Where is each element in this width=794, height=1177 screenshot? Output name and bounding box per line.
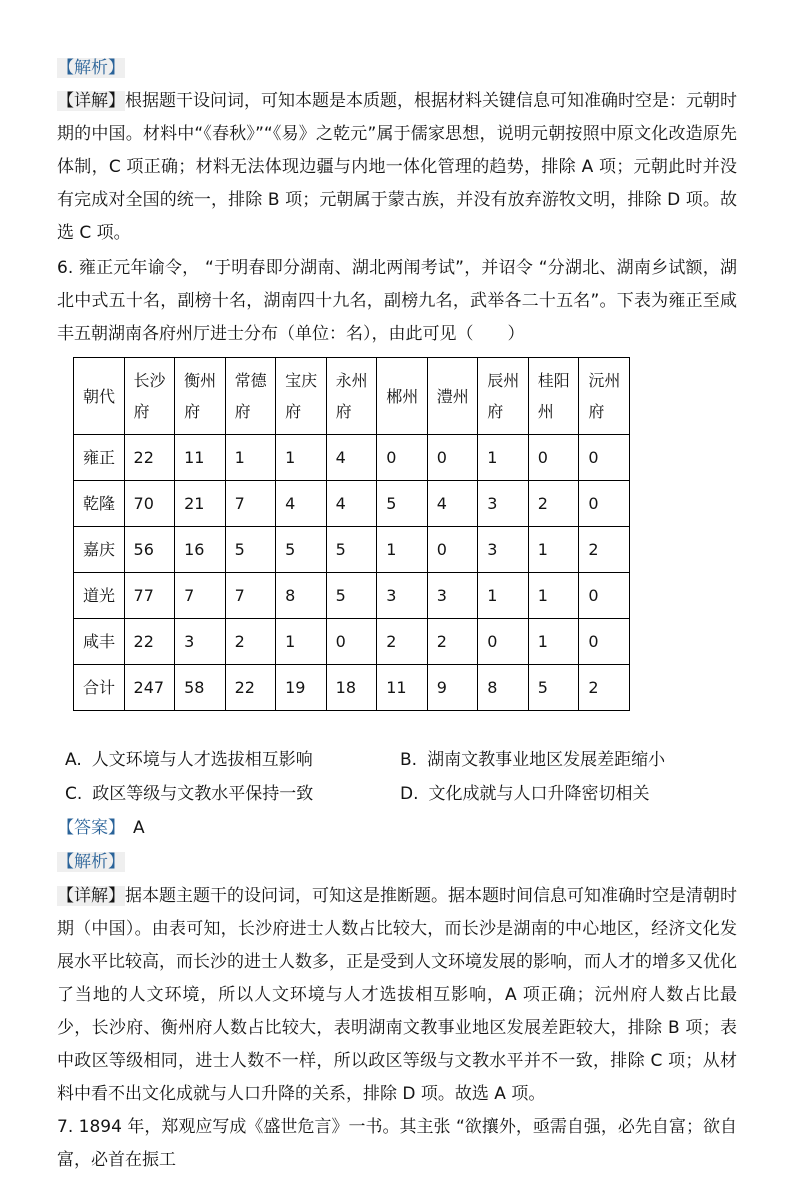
- table-cell: 7: [225, 481, 276, 527]
- table-cell: 2: [579, 527, 630, 573]
- table-header-cell: 衡州府: [175, 358, 226, 435]
- table-cell: 2: [579, 665, 630, 711]
- table-row: [74, 665, 630, 711]
- option-d: [400, 777, 650, 811]
- table-cell: 11: [377, 665, 428, 711]
- table-cell: 56: [124, 527, 175, 573]
- table-cell: 1: [276, 619, 327, 665]
- table-header-cell: 朝代: [74, 358, 125, 435]
- table-cell: 1: [528, 573, 579, 619]
- table-header-cell: 长沙府: [124, 358, 175, 435]
- table-row-header-cell: 雍正: [74, 435, 125, 481]
- detail-text: 据本题主题干的设问词，可知这是推断题。据本题时间信息可知准确时空是清朝时期（中国）。由表可知，长沙府进士人数占比较大，而长沙是湖南的中心地区，经济文化发展水平比较高，而长沙的进士人数多，正是受到人文环境发展的影响，而人才的增多又优化了当地的人文环境，所以人文环境与人才选拔相互影响，A 项正确；沅州府人数占比最少，长沙府、衡州府人数占比较大，表明湖南文教事业地区发展差距较大，排除 B 项；表中政区等级相同，进士人数不一样，所以政区等级与文教水平并不一致，排除 C 项；从材料中看不出文化成就与人口升降的关系，排除 D 项。故选 A 项。: [57, 886, 737, 1104]
- detail-label: 【详解】: [57, 886, 125, 906]
- table-row-header-cell: 嘉庆: [74, 527, 125, 573]
- option-c-letter: C.: [65, 784, 83, 804]
- table-cell: 8: [478, 665, 529, 711]
- table-cell: 22: [124, 435, 175, 481]
- table-row-header-cell: 咸丰: [74, 619, 125, 665]
- analysis-label: 【解析】: [57, 852, 125, 872]
- table-cell: 4: [276, 481, 327, 527]
- table-cell: 9: [427, 665, 478, 711]
- table-cell: 4: [326, 435, 377, 481]
- table-cell: 22: [124, 619, 175, 665]
- q5-detail-paragraph: [57, 85, 737, 250]
- table-cell: 1: [528, 619, 579, 665]
- table-header-cell: 澧州: [427, 358, 478, 435]
- q6-answer-line: [57, 811, 737, 845]
- answer-label: 【答案】: [57, 818, 125, 838]
- table-cell: 19: [276, 665, 327, 711]
- table-cell: 1: [478, 573, 529, 619]
- table-cell: 0: [579, 573, 630, 619]
- table-cell: 77: [124, 573, 175, 619]
- table-cell: 0: [579, 481, 630, 527]
- option-b-letter: B.: [400, 750, 418, 770]
- table-cell: 5: [326, 527, 377, 573]
- table-header-cell: 辰州府: [478, 358, 529, 435]
- table-row: [74, 527, 630, 573]
- table-cell: 1: [225, 435, 276, 481]
- table-header-cell: 沅州府: [579, 358, 630, 435]
- option-a: [65, 743, 400, 777]
- table-cell: 1: [478, 435, 529, 481]
- table-cell: 1: [528, 527, 579, 573]
- table-cell: 3: [377, 573, 428, 619]
- table-row-header-cell: 合计: [74, 665, 125, 711]
- table-cell: 3: [478, 481, 529, 527]
- table-cell: 11: [175, 435, 226, 481]
- table-cell: 16: [175, 527, 226, 573]
- table-cell: 5: [276, 527, 327, 573]
- table-cell: 2: [427, 619, 478, 665]
- question7-stem: 7. 1894 年，郑观应写成《盛世危言》一书。其主张 “欲攘外，亟需自强，必先自富；欲自富，必首在振工: [57, 1117, 737, 1170]
- table-cell: 8: [276, 573, 327, 619]
- table-cell: 2: [528, 481, 579, 527]
- jinshi-distribution-table: [73, 357, 630, 711]
- option-a-text: 人文环境与人才选拔相互影响: [91, 750, 313, 770]
- option-d-text: 文化成就与人口升降密切相关: [428, 784, 650, 804]
- option-a-letter: A.: [65, 750, 82, 770]
- q5-analysis-label-line: [57, 52, 737, 85]
- q6-detail-paragraph: [57, 880, 737, 1111]
- table-cell: 4: [427, 481, 478, 527]
- table-row: [74, 573, 630, 619]
- table-cell: 7: [175, 573, 226, 619]
- table-cell: 3: [175, 619, 226, 665]
- analysis-label: 【解析】: [57, 58, 125, 78]
- option-d-letter: D.: [400, 784, 419, 804]
- table-cell: 0: [377, 435, 428, 481]
- table-cell: 1: [276, 435, 327, 481]
- table-cell: 1: [377, 527, 428, 573]
- table-header-cell: 常德府: [225, 358, 276, 435]
- table-cell: 5: [326, 573, 377, 619]
- table-cell: 0: [427, 435, 478, 481]
- table-cell: 5: [528, 665, 579, 711]
- table-header-cell: 永州府: [326, 358, 377, 435]
- table-cell: 0: [579, 435, 630, 481]
- table-cell: 247: [124, 665, 175, 711]
- table-header-cell: 郴州: [377, 358, 428, 435]
- table-cell: 0: [427, 527, 478, 573]
- table-cell: 2: [225, 619, 276, 665]
- option-b: [400, 743, 665, 777]
- table-cell: 58: [175, 665, 226, 711]
- detail-text: 根据题干设问词，可知本题是本质题，根据材料关键信息可知准确时空是：元朝时期的中国。材料中“《春秋》”“《易》之乾元”属于儒家思想，说明元朝按照中原文化改造原先体制，C 项正确；材料无法体现边疆与内地一体化管理的趋势，排除 A 项；元朝此时并没有完成对全国的统一，排除 B 项；元朝属于蒙古族，并没有放弃游牧文明，排除 D 项。故选 C 项。: [57, 91, 737, 243]
- options-row-cd: [65, 777, 737, 811]
- table-cell: 70: [124, 481, 175, 527]
- option-c: [65, 777, 400, 811]
- table-cell: 7: [225, 573, 276, 619]
- table-cell: 3: [427, 573, 478, 619]
- table-cell: 5: [377, 481, 428, 527]
- table-row: [74, 619, 630, 665]
- option-b-text: 湖南文教事业地区发展差距缩小: [427, 750, 666, 770]
- table-cell: 2: [377, 619, 428, 665]
- table-cell: 22: [225, 665, 276, 711]
- table-cell: 0: [579, 619, 630, 665]
- table-header-cell: 桂阳州: [528, 358, 579, 435]
- table-cell: 21: [175, 481, 226, 527]
- table-cell: 4: [326, 481, 377, 527]
- question6-options: [57, 743, 737, 811]
- table-cell: 0: [326, 619, 377, 665]
- table-cell: 0: [528, 435, 579, 481]
- table-cell: 18: [326, 665, 377, 711]
- answer-value: A: [133, 818, 145, 838]
- table-row: [74, 481, 630, 527]
- table-cell: 0: [478, 619, 529, 665]
- table-row: [74, 435, 630, 481]
- table-header-cell: 宝庆府: [276, 358, 327, 435]
- table-row-header-cell: 乾隆: [74, 481, 125, 527]
- table-cell: 3: [478, 527, 529, 573]
- detail-label: 【详解】: [57, 91, 125, 111]
- table-row-header-cell: 道光: [74, 573, 125, 619]
- options-row-ab: [65, 743, 737, 777]
- table-cell: 5: [225, 527, 276, 573]
- table-header-row: [74, 358, 630, 435]
- question6-stem: 6. 雍正元年谕令， “于明春即分湖南、湖北两闱考试”，并诏令 “分湖北、湖南乡试额，湖北中式五十名，副榜十名，湖南四十九名，副榜九名，武举各二十五名”。下表为雍正至咸丰五朝湖南各府州厅进士分布（单位：名），由此可见（ ）: [57, 258, 737, 344]
- q6-analysis-label-line: [57, 845, 737, 879]
- option-c-text: 政区等级与文教水平保持一致: [92, 784, 314, 804]
